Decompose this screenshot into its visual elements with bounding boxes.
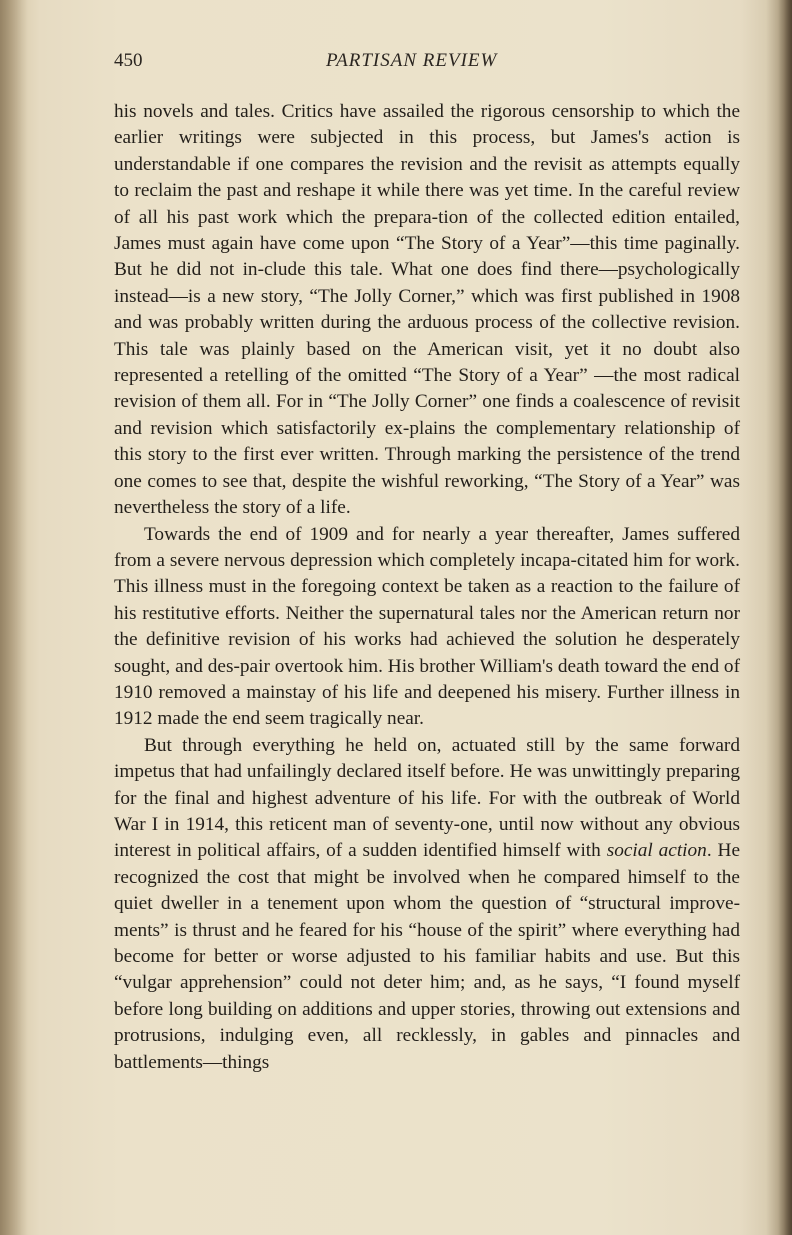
paragraph-text: But through everything he held on, actuated still by the same forward impetus that had unfailingly declared itself before. He was unwittingly preparing for the final and highest adventure of his life. For with the outbreak of World War I in 1914, this reticent man of seventy-one, until now without any obvious interest in political affairs, of a sudden identified himself with <box>114 734 740 862</box>
emphasized-phrase: social action <box>606 840 707 862</box>
paragraph-text: Towards the end of 1909 and for nearly a year thereafter, James suffered from a severe nervous depression which completely incapa-citated him for work. This illness must in the foregoing context be taken as a reaction to the failure of his restitutive efforts. Neither the supernatural tales nor the American return nor the definitive revision of his works had achieved the solution he desperately sought, and des-pair overtook him. His brother William's death toward the end of 1910 removed a mainstay of his life and deepened his misery. Further illness in 1912 made the end seem tragically near. <box>114 523 740 730</box>
paragraph-1 <box>114 99 740 522</box>
page-number: 450 <box>114 50 143 71</box>
spine-shadow <box>0 0 28 1235</box>
journal-title: PARTISAN REVIEW <box>326 50 498 71</box>
paragraph-text: . He recognized the cost that might be involved when he compared himself to the quiet dweller in a tenement upon whom the question of “structural improve-ments” is thrust and he feared for his “house of the spirit” where everything had become for better or worse adjusted to his familiar habits and use. But this “vulgar apprehension” could not deter him; and, as he says, “I found myself before long building on additions and upper stories, throwing out extensions and protrusions, indulging even, all recklessly, in gables and pinnacles and battlements—things <box>114 840 741 1073</box>
paragraph-text: his novels and tales. Critics have assailed the rigorous censorship to which the earlier writings were subjected in this process, but James's action is understandable if one compares the revision and the revisit as attempts equally to reclaim the past and reshape it while there was yet time. In the careful review of all his past work which the prepara-tion of the collected edition entailed, James must again have come upon “The Story of a Year”—this time paginally. But he did not in-clude this tale. What one does find there—psychologically instead—is a new story, “The Jolly Corner,” which was first published in 1908 and was probably written during the arduous process of the collective revision. This tale was plainly based on the American visit, yet it no doubt also represented a retelling of the omitted “The Story of a Year” —the most radical revision of them all. For in “The Jolly Corner” one finds a coalescence of revisit and revision which satisfactorily ex-plains the complementary relationship of this story to the first ever written. Through marking the persistence of the trend one comes to see that, despite the wishful reworking, “The Story of a Year” was nevertheless the story of a life. <box>114 101 740 519</box>
page-edge-shadow <box>778 0 792 1235</box>
body-text <box>114 99 740 1076</box>
running-head <box>114 50 739 80</box>
paragraph-3 <box>114 733 740 1076</box>
paragraph-2 <box>114 522 740 733</box>
